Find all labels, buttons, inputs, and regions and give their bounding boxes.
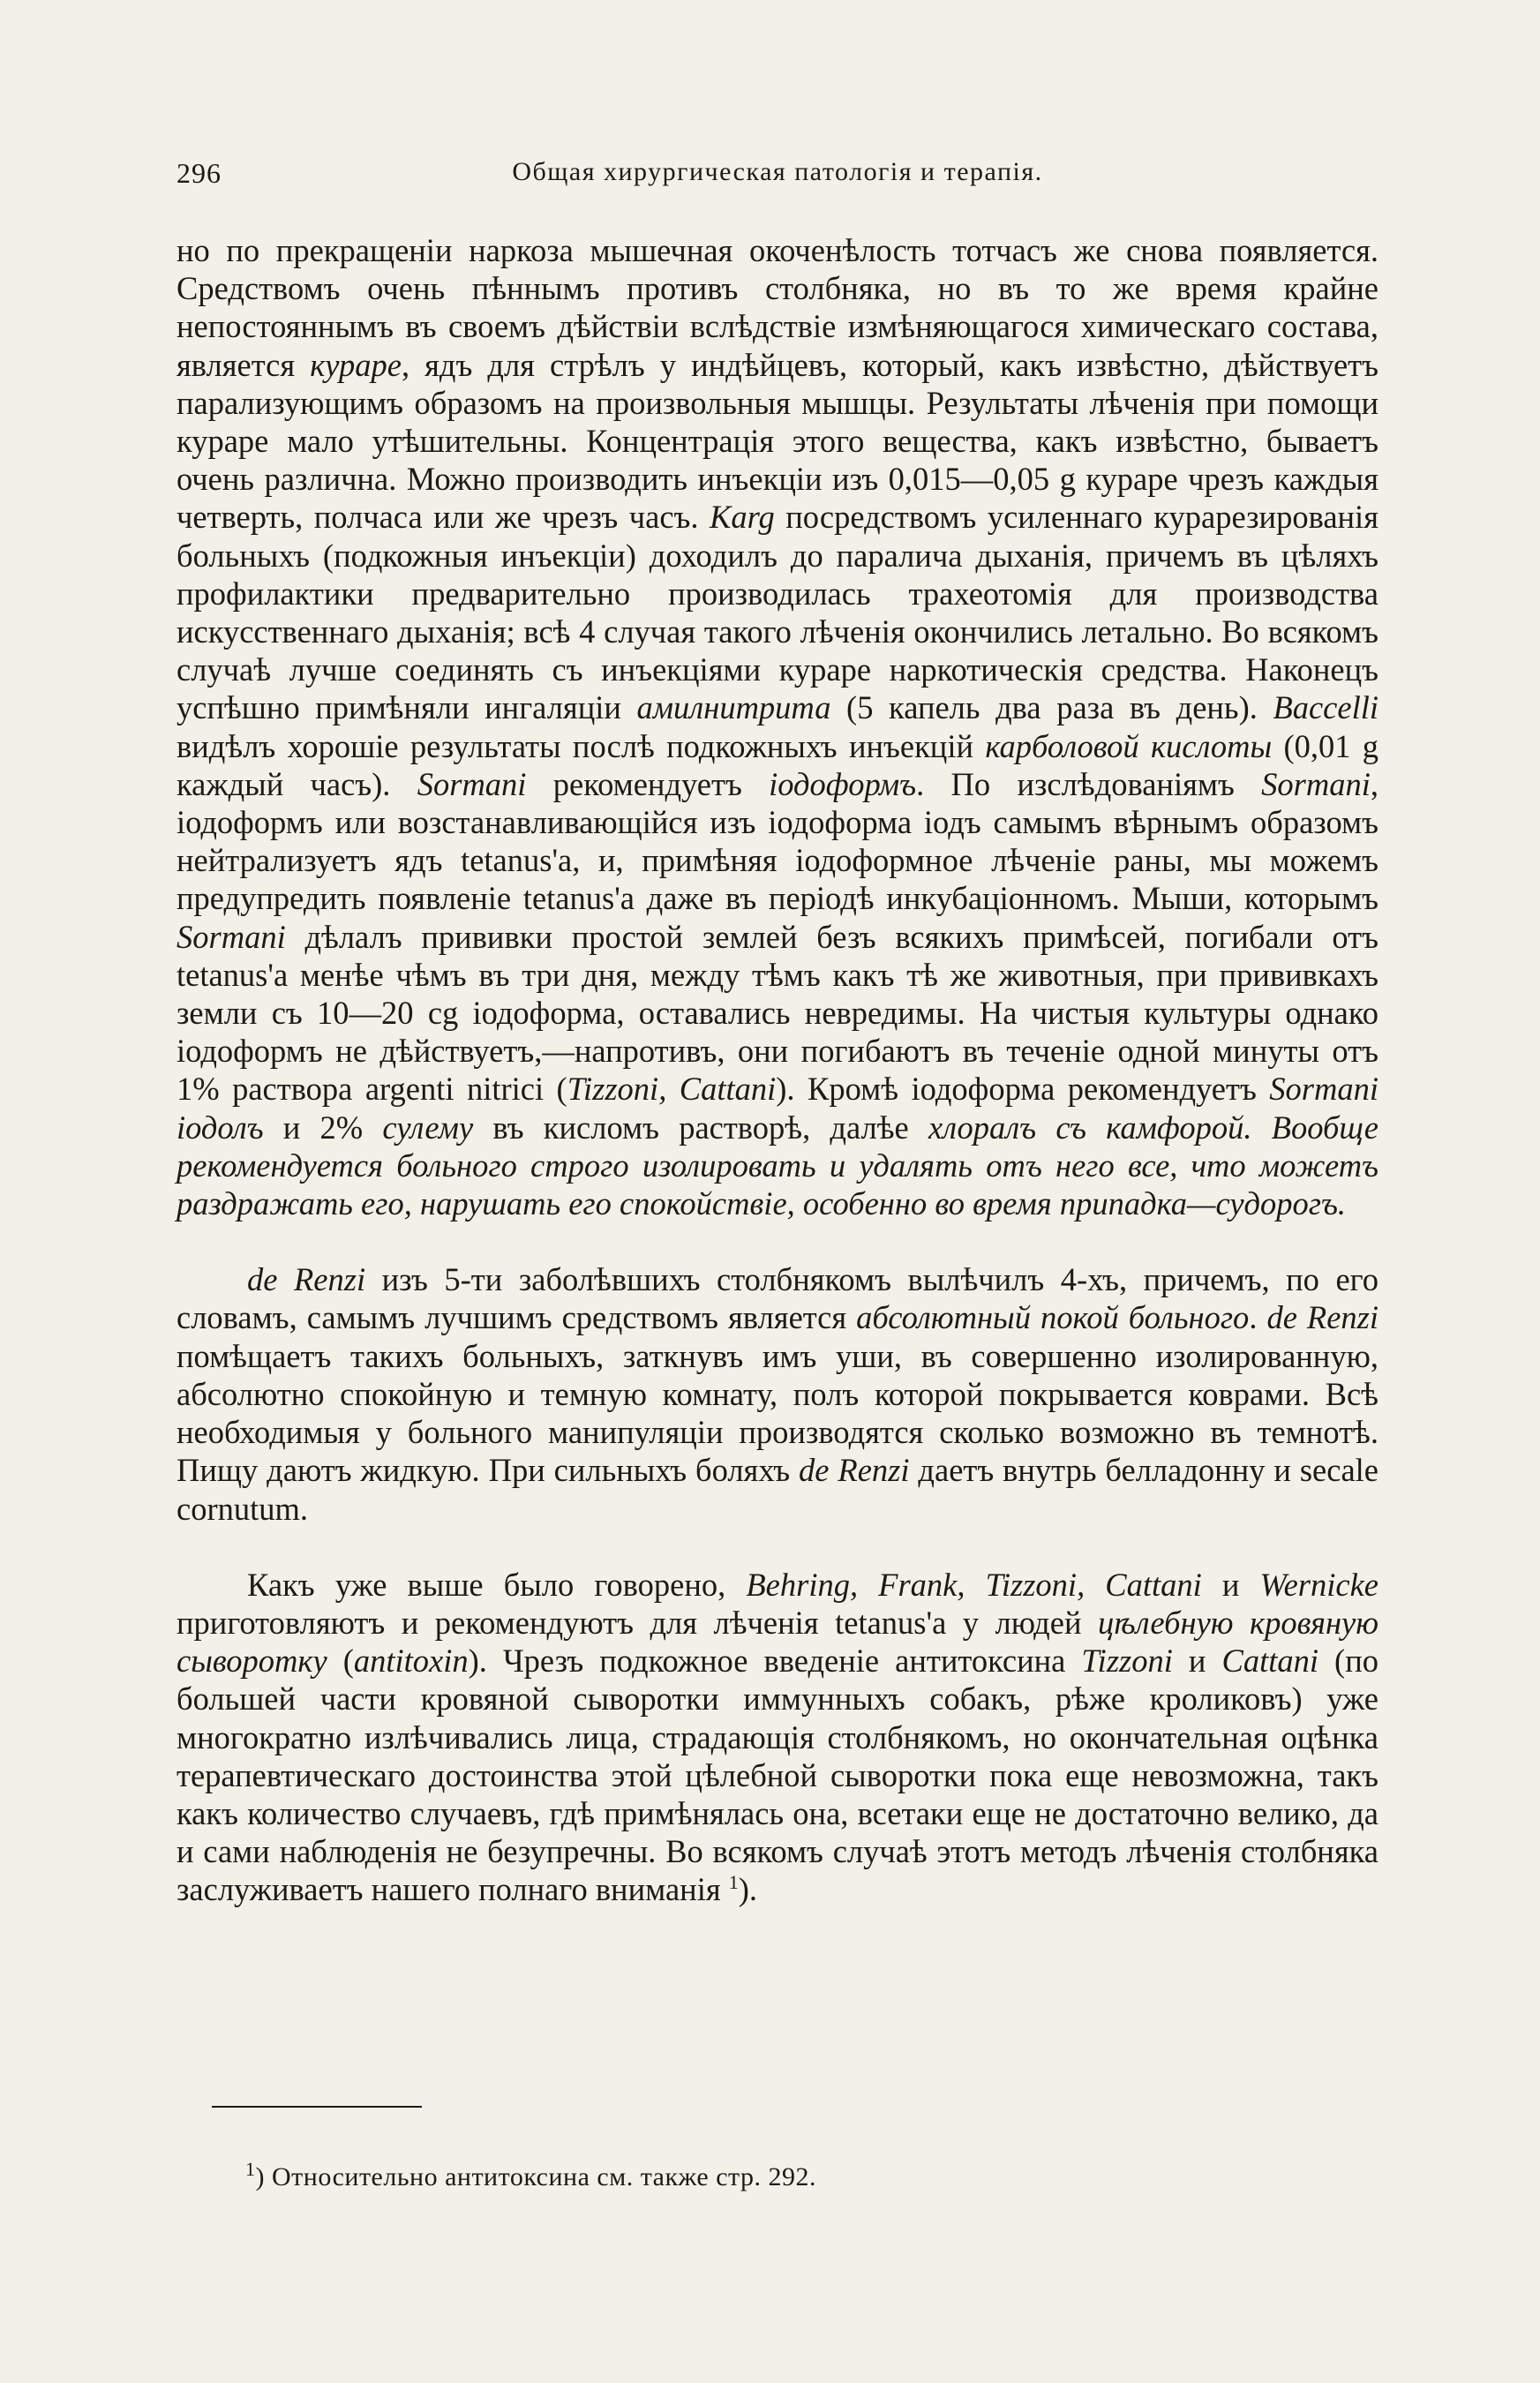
italic-run: Sormani	[417, 765, 527, 802]
text-run: (	[327, 1643, 354, 1680]
text-run: и 2%	[263, 1109, 383, 1146]
text-run: (5 капель два раза въ день).	[830, 689, 1273, 726]
italic-run: Behring, Frank, Tizzoni, Cattani	[746, 1566, 1202, 1603]
italic-run: de Renzi	[247, 1261, 366, 1298]
text-run: помѣщаетъ такихъ больныхъ, заткнувъ имъ уши, въ совершенно изолированную, абсолютно спокойную и темную комнату, полъ которой покрывается коврами. Всѣ необходимыя у больного манипуляціи производятся сколько возможно въ темнотѣ. Пищу даютъ жидкую. При сильныхъ боляхъ	[177, 1337, 1378, 1489]
italic-run: Karg	[710, 499, 775, 536]
footnote	[245, 2158, 1304, 2192]
italic-run: абсолютный покой больного	[856, 1299, 1250, 1336]
italic-run: кураре	[310, 346, 402, 383]
italic-run: карболовой кислоты	[985, 727, 1273, 764]
text-run: ).	[738, 1871, 758, 1908]
running-head	[177, 157, 1378, 201]
italic-run: Sormani	[177, 918, 286, 955]
footnote-reference: 1	[728, 1871, 739, 1894]
italic-run: амилнитрита	[636, 689, 831, 726]
footnote-divider	[212, 2106, 422, 2108]
italic-run: Baccelli	[1273, 689, 1379, 726]
italic-run: Sormani	[1261, 765, 1371, 802]
text-run: .	[1249, 1299, 1267, 1336]
italic-run: antitoxin	[353, 1643, 469, 1680]
text-run: изъ 5-ти заболѣвшихъ столбнякомъ вылѣчилъ 4-хъ, причемъ, по его словамъ, самымъ лучшимъ средствомъ является	[177, 1261, 1378, 1336]
paragraph-3	[177, 1566, 1378, 1909]
paragraph-2	[177, 1260, 1378, 1527]
italic-run: іодоформъ	[769, 765, 917, 802]
text-run: , іодоформъ или возстанавливающійся изъ іодоформа іодъ самымъ вѣрнымъ образомъ нейтрализуетъ ядъ tetanus'а, и, примѣняя іодоформное лѣченіе раны, мы можемъ предупредить появленіе tetanus'а даже въ періодѣ инкубаціонномъ. Мыши, которымъ	[177, 765, 1378, 917]
text-run: видѣлъ хорошіе результаты послѣ подкожныхъ инъекцій	[177, 727, 986, 764]
italic-run: Tizzoni, Cattani	[567, 1071, 777, 1108]
italic-run: de Renzi	[1266, 1299, 1379, 1336]
running-title: Общая хирургическая патологія и терапія.	[512, 157, 1043, 186]
italic-run: de Renzi	[799, 1452, 910, 1489]
italic-run: Cattani	[1221, 1643, 1319, 1680]
italic-run: Tizzoni	[1081, 1643, 1173, 1680]
italic-run: цѣлебную кровяную сыворотку	[177, 1604, 1378, 1680]
page-number: 296	[177, 157, 222, 189]
italic-run: сулему	[382, 1109, 474, 1146]
text-run: и	[1201, 1566, 1260, 1603]
text-run: приготовляютъ и рекомендуютъ для лѣченія tetanus'а у людей	[177, 1604, 1098, 1641]
text-run: но по прекращеніи наркоза мышечная окоченѣлость тотчасъ же снова появляется. Средствомъ очень пѣннымъ противъ столбняка, но въ то же время крайне непостояннымъ въ своемъ дѣйствіи вслѣдствіе измѣняющагося химическаго состава, является	[177, 232, 1378, 383]
text-run: (по большей части кровяной сыворотки иммунныхъ собакъ, рѣже кроликовъ) уже многократно излѣчивались лица, страдающія столбнякомъ, но окончательная оцѣнка терапевтическаго достоинства этой цѣлебной сыворотки пока еще невозможна, такъ какъ количество случаевъ, гдѣ примѣнялась она, всетаки еще не достаточно велико, да и сами наблюденія не безупречны. Во всякомъ случаѣ этотъ методъ лѣченія столбняка заслуживаетъ нашего полнаго вниманія	[177, 1643, 1378, 1908]
italic-run: Sormani іодолъ	[177, 1071, 1378, 1146]
text-run: и	[1172, 1643, 1222, 1680]
text-run: рекомендуетъ	[526, 765, 770, 802]
text-run: посредствомъ усиленнаго курарезированія больныхъ (подкожныя инъекціи) доходилъ до паралича дыханія, причемъ въ цѣляхъ профилактики предварительно производилась трахеотомія для производства искусственнаго дыханія; всѣ 4 случая такого лѣченія окончились летально. Во всякомъ случаѣ лучше соединять съ инъекціями кураре наркотическія средства. Наконецъ успѣшно примѣняли ингаляціи	[177, 499, 1378, 726]
text-run: , ядъ для стрѣлъ у индѣйцевъ, который, какъ извѣстно, дѣйствуетъ парализующимъ образомъ на произвольныя мышцы. Результаты лѣченія при помощи кураре мало утѣшительны. Концентрація этого вещества, какъ извѣстно, бываетъ очень различна. Можно производить инъекціи изъ 0,015—0,05 g кураре чрезъ каждыя четверть, полчаса или же чрезъ часъ.	[177, 346, 1379, 536]
paragraph-1	[177, 231, 1378, 1222]
body-text	[177, 231, 1378, 1909]
text-run: ). Кромѣ іодоформа рекомендуетъ	[776, 1071, 1270, 1108]
italic-run: хлоралъ съ камфорой. Вообще рекомендуется больного строго изолировать и удалять отъ него все, что можетъ раздражать его, нарушать его спокойствіе, особенно во время припадка—судорогъ.	[177, 1109, 1378, 1222]
text-run: . По изслѣдованіямъ	[916, 765, 1262, 802]
italic-run: Wernicke	[1259, 1566, 1378, 1603]
text-run: Какъ уже выше было говорено,	[247, 1566, 747, 1603]
text-run: въ кисломъ растворѣ, далѣе	[473, 1109, 928, 1146]
text-run: даетъ внутрь белладонну и secale cornutum.	[177, 1452, 1379, 1527]
text-run: дѣлалъ прививки простой землей безъ всякихъ примѣсей, погибали отъ tetanus'а менѣе чѣмъ въ три дня, между тѣмъ какъ тѣ же животныя, при прививкахъ земли съ 10—20 cg іодоформа, оставались невредимы. На чистыя культуры однако іодоформъ не дѣйствуетъ,—напротивъ, они погибаютъ въ теченіе одной минуты отъ 1% раствора argenti nitrici (	[177, 918, 1378, 1108]
footnote-marker: 1	[245, 2158, 256, 2180]
text-run: (0,01 g каждый часъ).	[177, 727, 1379, 802]
text-run: ). Чрезъ подкожное введеніе антитоксина	[468, 1643, 1082, 1680]
footnote-text: ) Относительно антитоксина см. также стр. 292.	[255, 2162, 816, 2191]
